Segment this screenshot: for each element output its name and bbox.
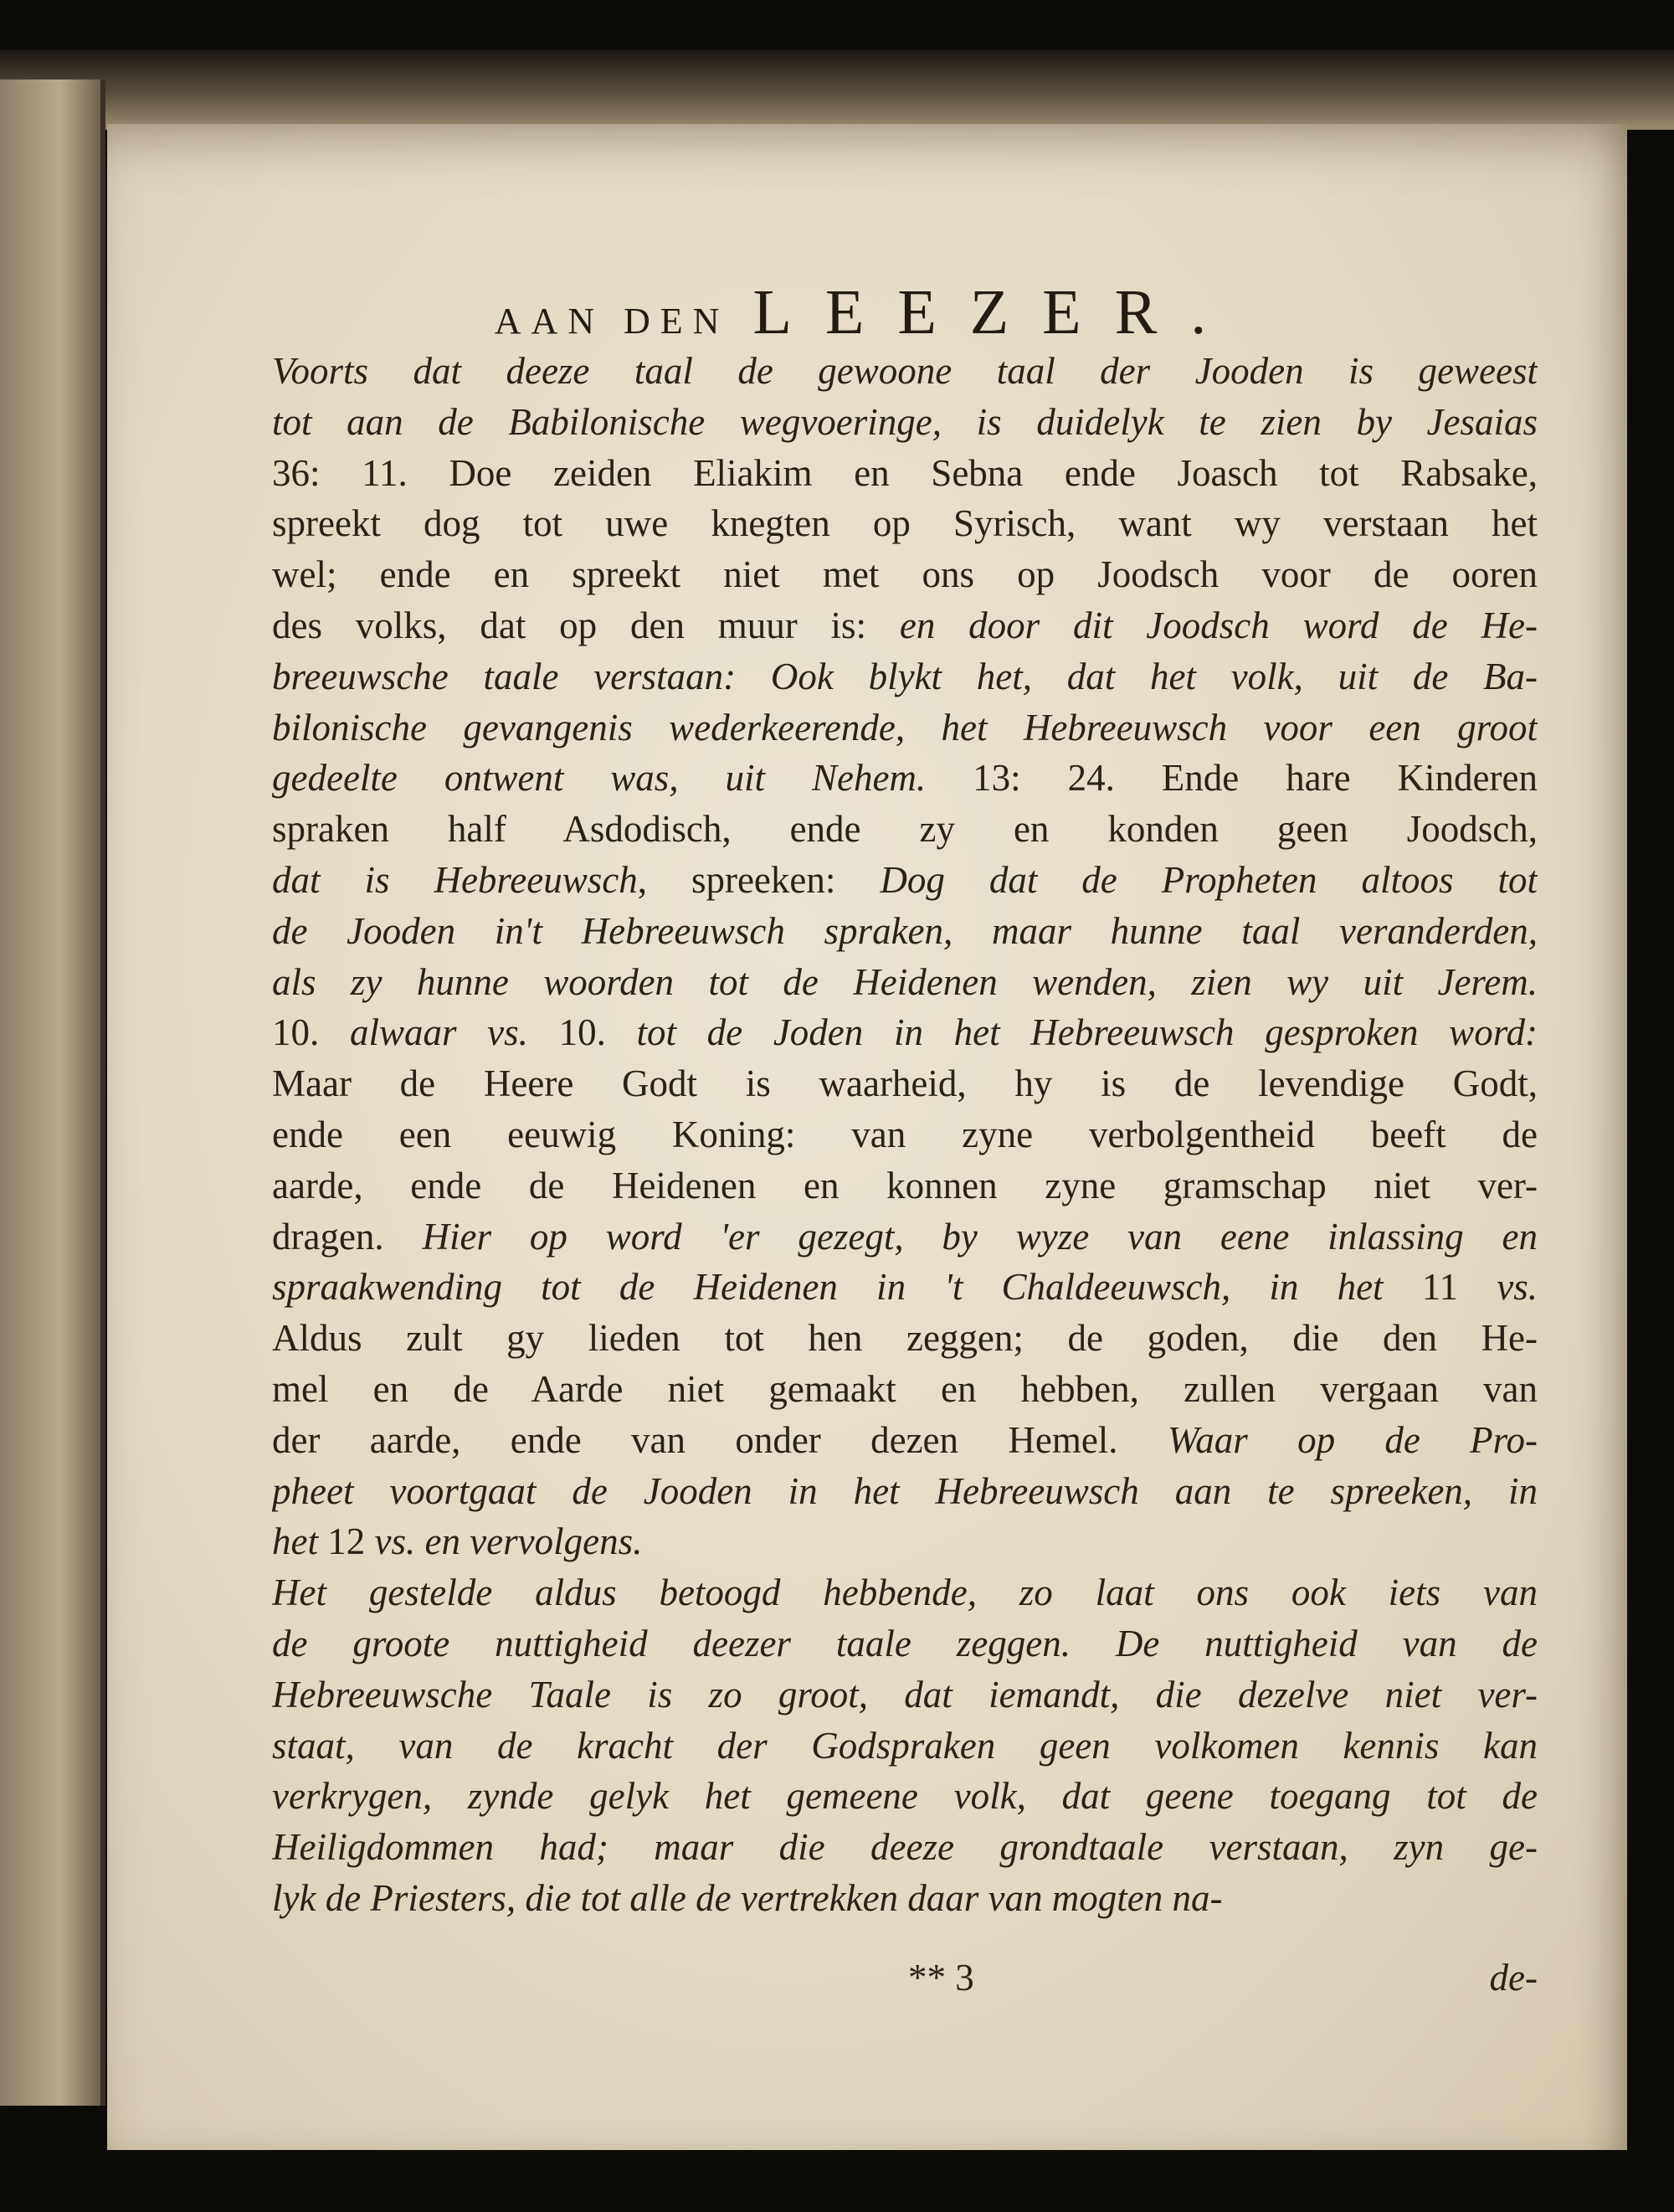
book-top-edge xyxy=(0,50,1674,130)
text-line xyxy=(272,1669,1538,1721)
text-segment: Hebreeuwsche Taale is zo groot, dat iemandt, die dezelve niet ver- xyxy=(272,1673,1538,1716)
text-line xyxy=(272,1364,1538,1415)
text-line xyxy=(272,855,1538,906)
text-line xyxy=(272,1160,1538,1211)
signature-mark: ** 3 xyxy=(908,1957,974,1999)
text-line xyxy=(272,804,1538,855)
text-segment: Dog dat de Propheten altoos tot xyxy=(880,858,1538,901)
text-segment: spraakwending tot de Heidenen in 't Chaldeeuwsch, in het xyxy=(272,1266,1422,1309)
text-segment: Heiligdommen had; maar die deeze grondtaale verstaan, zyn ge- xyxy=(272,1826,1538,1869)
text-line xyxy=(272,1822,1538,1873)
text-line xyxy=(272,498,1538,549)
catchword: de- xyxy=(1489,1957,1538,1999)
text-line xyxy=(272,1618,1538,1669)
text-segment: Hier op word 'er gezegt, by wyze van eene inlassing en xyxy=(422,1215,1538,1258)
text-segment: lyk de Priesters, die tot alle de vertrekken daar van mogten na- xyxy=(272,1876,1223,1919)
text-segment: 36: 11. Doe zeiden Eliakim en Sebna ende Joasch tot Rabsake, xyxy=(272,451,1538,494)
text-line xyxy=(272,1516,1538,1567)
text-line xyxy=(272,549,1538,600)
running-head-small: AAN DEN xyxy=(494,301,730,342)
text-segment: bilonische gevangenis wederkeerende, het Hebreeuwsch voor een groot xyxy=(272,706,1538,748)
text-segment: der aarde, ende van onder dezen Hemel. xyxy=(272,1418,1168,1461)
body-text xyxy=(272,346,1538,1924)
text-line xyxy=(272,1721,1538,1772)
text-line xyxy=(272,1313,1538,1364)
running-head-large: LEEZER. xyxy=(752,277,1240,347)
text-segment: 13: 24. Ende hare Kinderen xyxy=(973,757,1538,800)
text-segment: 12 xyxy=(327,1520,375,1563)
text-line xyxy=(272,1211,1538,1263)
text-segment: het xyxy=(272,1520,328,1563)
text-line xyxy=(272,1567,1538,1618)
text-segment: en door dit Joodsch word de He- xyxy=(899,604,1538,646)
text-segment: de groote nuttigheid deezer taale zeggen. De nuttigheid van de xyxy=(272,1622,1538,1664)
text-segment: dragen. xyxy=(272,1215,423,1258)
text-segment: Het gestelde aldus betoogd hebbende, zo laat ons ook iets van xyxy=(272,1572,1538,1614)
text-segment: alwaar vs. xyxy=(349,1011,559,1054)
text-line xyxy=(272,1007,1538,1058)
text-line xyxy=(272,1262,1538,1313)
text-segment: spreekt dog tot uwe knegten op Syrisch, want wy verstaan het xyxy=(272,502,1538,545)
text-segment: 10. xyxy=(272,1011,350,1054)
text-line xyxy=(272,1415,1538,1466)
text-segment: pheet voortgaat de Jooden in het Hebreeuwsch aan te spreeken, in xyxy=(272,1469,1538,1512)
page-footer xyxy=(272,1956,1538,2006)
text-line xyxy=(272,397,1538,448)
text-line xyxy=(272,1109,1538,1160)
text-segment: vs. en vervolgens. xyxy=(374,1520,643,1563)
text-line xyxy=(272,1771,1538,1822)
text-line xyxy=(272,702,1538,754)
text-segment: gedeelte ontwent was, uit Nehem. xyxy=(272,757,973,800)
text-segment: spraken half Asdodisch, ende zy en konden geen Joodsch, xyxy=(272,808,1538,851)
text-segment: staat, van de kracht der Godspraken geen volkomen kennis kan xyxy=(272,1724,1538,1767)
text-segment: Voorts dat deeze taal de gewoone taal der Jooden is geweest xyxy=(272,350,1538,392)
text-segment: Maar de Heere Godt is waarheid, hy is de levendige Godt, xyxy=(272,1062,1538,1105)
text-segment: dat is Hebreeuwsch xyxy=(272,858,638,901)
text-line xyxy=(272,906,1538,957)
text-line xyxy=(272,346,1538,397)
text-segment: des volks, dat op den muur is: xyxy=(272,604,900,646)
text-segment: tot aan de Babilonische wegvoeringe, is duidelyk te zien by Jesaias xyxy=(272,400,1538,443)
text-line xyxy=(272,600,1538,651)
text-segment: Aldus zult gy lieden tot hen zeggen; de goden, die den He- xyxy=(272,1317,1538,1360)
text-segment: 11 xyxy=(1421,1266,1497,1309)
text-segment: wel; ende en spreekt niet met ons op Joodsch voor de ooren xyxy=(272,553,1538,596)
text-line xyxy=(272,957,1538,1008)
text-segment: als zy hunne woorden tot de Heidenen wenden, zien wy uit Jerem. xyxy=(272,960,1538,1003)
text-segment: Waar op de Pro- xyxy=(1167,1418,1538,1461)
book-page xyxy=(107,124,1627,2150)
text-line xyxy=(272,1058,1538,1109)
running-head xyxy=(107,276,1627,349)
text-segment: vs. xyxy=(1497,1266,1538,1309)
text-segment: mel en de Aarde niet gemaakt en hebben, zullen vergaan van xyxy=(272,1367,1538,1410)
left-page-edge xyxy=(0,80,105,2106)
text-line xyxy=(272,1873,1538,1924)
text-line xyxy=(272,1466,1538,1517)
text-segment: 10. xyxy=(558,1011,637,1054)
text-segment: tot de Joden in het Hebreeuwsch gesproken word: xyxy=(636,1011,1538,1054)
text-line xyxy=(272,753,1538,804)
text-segment: verkrygen, zynde gelyk het gemeene volk, dat geene toegang tot de xyxy=(272,1775,1538,1818)
text-segment: ende een eeuwig Koning: van zyne verbolgentheid beeft de xyxy=(272,1113,1538,1155)
text-segment: de Jooden in't Hebreeuwsch spraken, maar hunne taal veranderden, xyxy=(272,909,1538,952)
text-line xyxy=(272,448,1538,499)
text-segment: breeuwsche taale verstaan: Ook blykt het, dat het volk, uit de Ba- xyxy=(272,655,1538,697)
text-segment: aarde, ende de Heidenen en konnen zyne gramschap niet ver- xyxy=(272,1164,1538,1206)
text-segment: , spreeken: xyxy=(637,858,881,901)
text-line xyxy=(272,651,1538,702)
